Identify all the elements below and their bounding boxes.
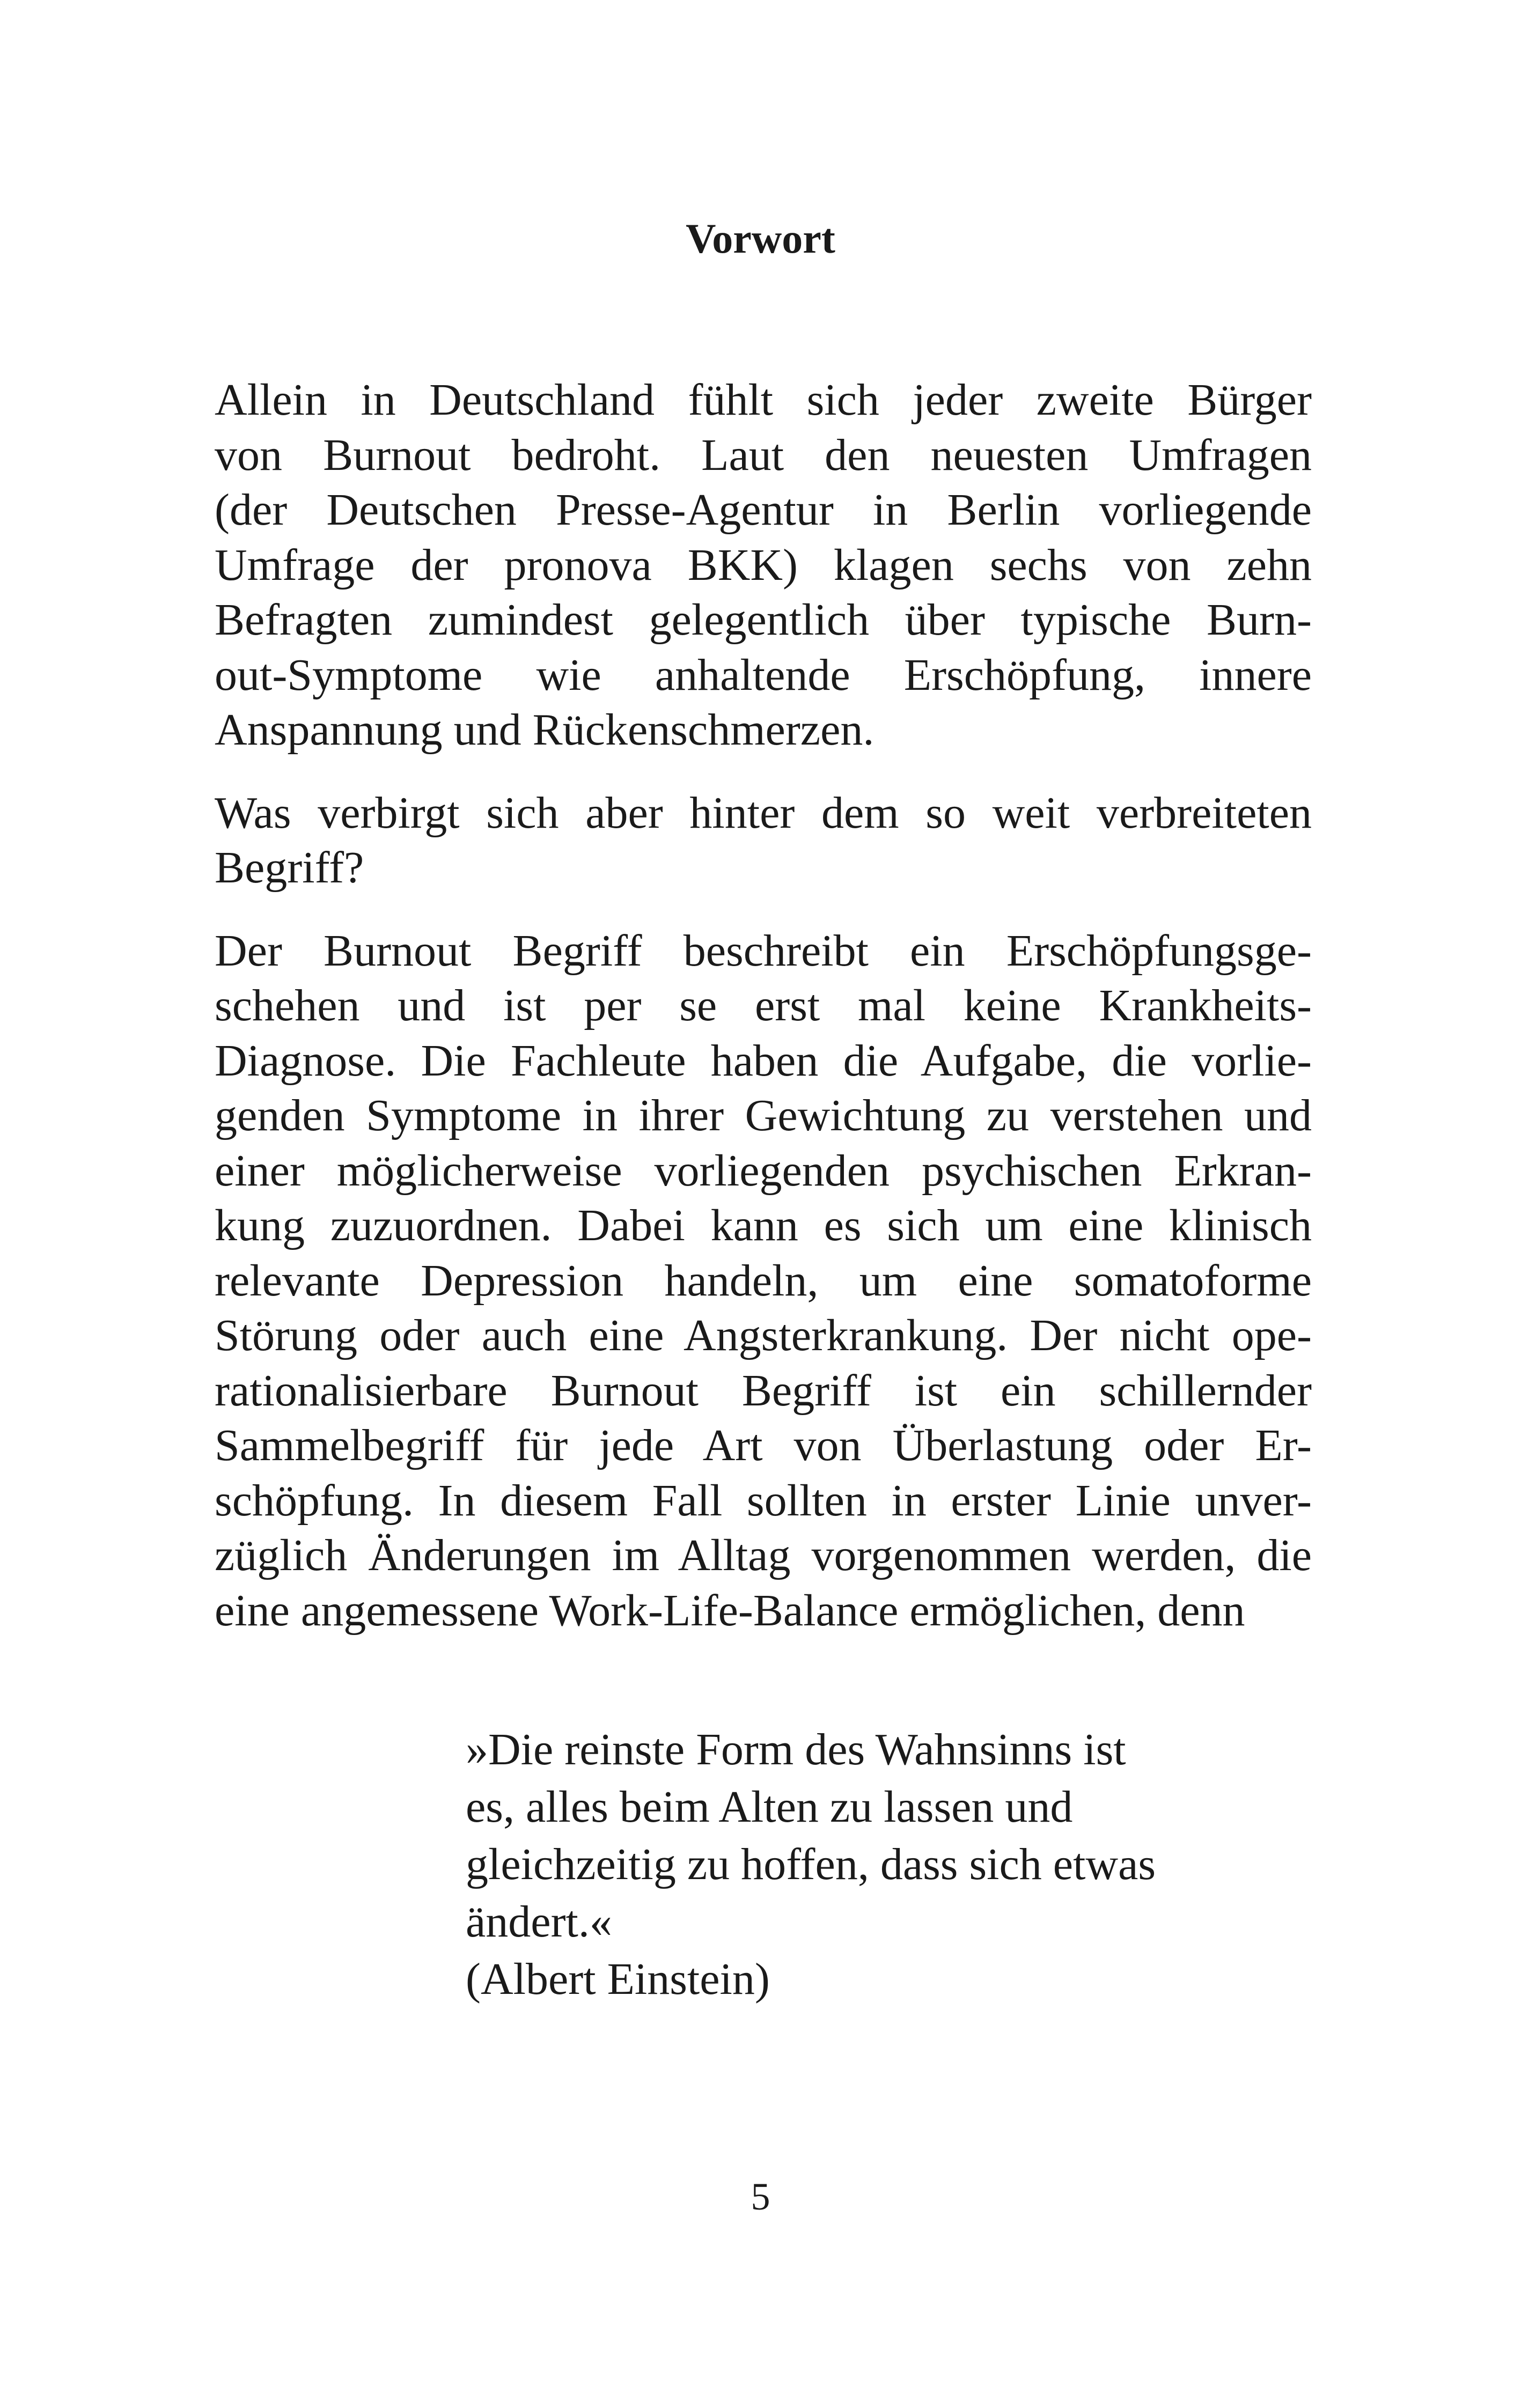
text-line: Befragten zumindest gelegentlich über typische Burn-: [215, 595, 1312, 645]
text-line: züglich Änderungen im Alltag vorgenommen werden, die: [215, 1530, 1312, 1580]
text-line: schöpfung. In diesem Fall sollten in erster Linie unver-: [215, 1475, 1312, 1526]
chapter-title: Vorwort: [686, 215, 835, 262]
text-line: von Burnout bedroht. Laut den neuesten Umfragen: [215, 430, 1312, 480]
text-line: rationalisierbare Burnout Begriff ist ein schillernder: [215, 1365, 1312, 1416]
text-line: genden Symptome in ihrer Gewichtung zu verstehen und: [215, 1091, 1312, 1140]
text-line: relevante Depression handeln, um eine somatoforme: [215, 1255, 1312, 1306]
quote-line: »Die reinste Form des Wahnsinns ist: [466, 1725, 1126, 1774]
paragraph-1: [215, 373, 1312, 758]
body-text: [215, 373, 1312, 1666]
text-line: Der Burnout Begriff beschreibt ein Erschöpfungsge-: [215, 925, 1312, 976]
text-line: Begriff?: [215, 843, 364, 893]
text-line: Sammelbegriff für jede Art von Überlastung oder Er-: [215, 1420, 1312, 1470]
text-line: out-Symptome wie anhaltende Erschöpfung, innere: [215, 650, 1312, 700]
quote-attribution: (Albert Einstein): [466, 1954, 770, 2004]
paragraph-2: [215, 786, 1312, 896]
text-line: Was verbirgt sich aber hinter dem so weit verbreiteten: [215, 787, 1312, 838]
text-line: Anspannung und Rückenschmerzen.: [215, 705, 875, 755]
quote-line: ändert.«: [466, 1897, 612, 1947]
page-number: 5: [751, 2175, 770, 2218]
text-line: einer möglicherweise vorliegenden psychischen Erkran-: [215, 1145, 1312, 1196]
text-line: (der Deutschen Presse-Agentur in Berlin vorliegende: [215, 485, 1312, 535]
text-line: eine angemessene Work-Life-Balance ermöglichen, denn: [215, 1585, 1245, 1636]
text-line: Umfrage der pronova BKK) klagen sechs von zehn: [215, 540, 1312, 590]
paragraph-3: [215, 924, 1312, 1639]
quote-line: gleichzeitig zu hoffen, dass sich etwas: [466, 1839, 1156, 1889]
text-line: Diagnose. Die Fachleute haben die Aufgabe, die vorlie-: [215, 1035, 1312, 1086]
text-line: Störung oder auch eine Angsterkrankung. Der nicht ope-: [215, 1310, 1312, 1360]
text-line: kung zuzuordnen. Dabei kann es sich um eine klinisch: [215, 1201, 1312, 1250]
text-line: Allein in Deutschland fühlt sich jeder zweite Bürger: [215, 375, 1312, 425]
quote-line: es, alles beim Alten zu lassen und: [466, 1782, 1073, 1832]
epigraph-quote: [466, 1721, 1270, 2008]
text-line: schehen und ist per se erst mal keine Krankheits-: [215, 981, 1312, 1030]
